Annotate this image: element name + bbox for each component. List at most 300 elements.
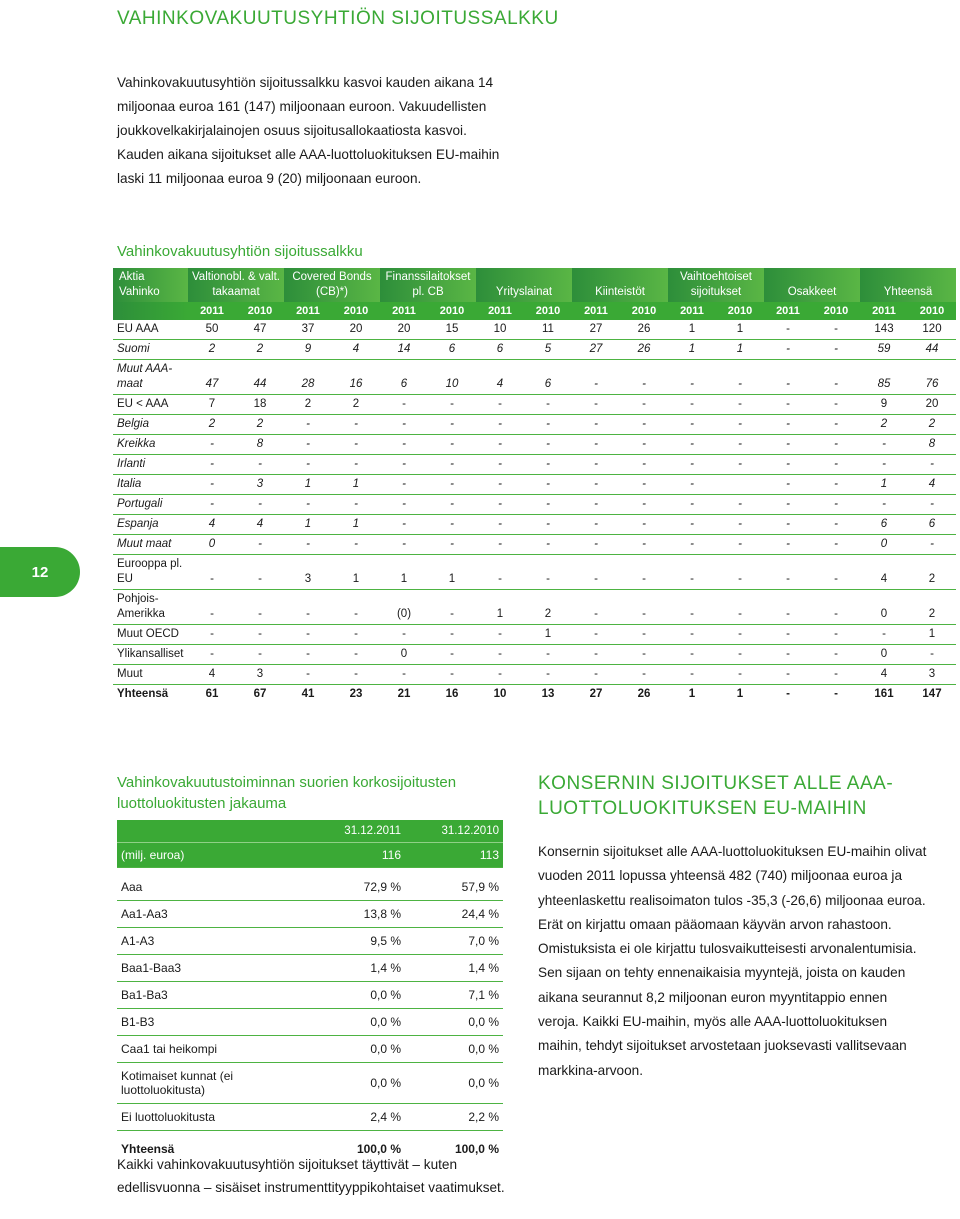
rating-row	[117, 954, 503, 981]
table-cell: -	[476, 395, 524, 415]
table-cell: -	[284, 495, 332, 515]
table-cell: 1	[524, 625, 572, 645]
table-cell: -	[476, 475, 524, 495]
table-cell: -	[620, 645, 668, 665]
table-cell: 11	[524, 320, 572, 340]
header-group: Covered Bonds (CB)*)	[284, 268, 380, 302]
table-cell: -	[860, 495, 908, 515]
table-row	[113, 395, 956, 415]
table-row	[113, 340, 956, 360]
table-cell: -	[668, 360, 716, 395]
row-label: Belgia	[113, 415, 188, 435]
table-cell: 1	[668, 320, 716, 340]
table-cell: -	[380, 625, 428, 645]
table-cell: 161	[874, 688, 894, 700]
row-label: Muut AAA-maat	[113, 360, 188, 395]
table-cell: -	[428, 645, 476, 665]
table-cell: -	[764, 435, 812, 455]
table-cell: 3	[284, 555, 332, 590]
table-row	[113, 360, 956, 395]
table-cell: -	[332, 625, 380, 645]
table-cell: -	[764, 645, 812, 665]
table-cell: 47	[236, 320, 284, 340]
year-cell: 2011	[188, 302, 236, 320]
table-cell: 1	[860, 475, 908, 495]
table-cell: 0	[188, 535, 236, 555]
table-cell: 1	[908, 625, 956, 645]
table-cell: -	[572, 590, 620, 625]
table-cell: 2	[236, 340, 284, 360]
table-cell: 16	[332, 360, 380, 395]
table-cell: 85	[860, 360, 908, 395]
table-cell: 4	[188, 665, 236, 685]
table-cell: -	[236, 590, 284, 625]
table-cell: 1	[668, 340, 716, 360]
rating-label: Aaa	[117, 874, 307, 901]
rating-row	[117, 1008, 503, 1035]
rating-row	[117, 1103, 503, 1130]
table-cell: 2	[332, 395, 380, 415]
table-cell: -	[716, 360, 764, 395]
table-cell: -	[668, 515, 716, 535]
table-cell: -	[572, 435, 620, 455]
rating-value: 0,0 %	[307, 1035, 405, 1062]
table-cell: -	[620, 590, 668, 625]
table-cell: -	[476, 535, 524, 555]
table-cell: -	[620, 415, 668, 435]
table-cell: -	[716, 645, 764, 665]
table-cell: -	[764, 475, 812, 495]
table-cell: -	[428, 395, 476, 415]
table-cell: -	[284, 645, 332, 665]
table-cell: 20	[380, 320, 428, 340]
table-cell: (0)	[380, 590, 428, 625]
table-cell: 44	[236, 360, 284, 395]
table-cell: 6	[908, 515, 956, 535]
rating-value: 2,2 %	[405, 1103, 503, 1130]
table-cell: -	[428, 535, 476, 555]
table-cell: -	[428, 415, 476, 435]
table-cell: -	[524, 395, 572, 415]
table-cell: 4	[236, 515, 284, 535]
table-cell: 50	[188, 320, 236, 340]
table-cell: -	[812, 535, 860, 555]
table-cell: 8	[908, 435, 956, 455]
table-cell: -	[572, 360, 620, 395]
table-cell: -	[188, 645, 236, 665]
table-cell: -	[476, 435, 524, 455]
table-cell: -	[812, 360, 860, 395]
row-label: EU AAA	[113, 320, 188, 340]
table-cell: -	[476, 495, 524, 515]
table-cell: -	[572, 395, 620, 415]
table-cell: -	[620, 495, 668, 515]
year-cell: 2011	[380, 302, 428, 320]
intro-paragraph	[117, 71, 517, 191]
rating-label: Caa1 tai heikompi	[117, 1035, 307, 1062]
table-cell: -	[908, 645, 956, 665]
table-cell: 20	[908, 395, 956, 415]
rating-value: 0,0 %	[405, 1035, 503, 1062]
table-cell: -	[572, 625, 620, 645]
table-cell: -	[716, 395, 764, 415]
table-cell: -	[476, 515, 524, 535]
table-cell: 10	[428, 360, 476, 395]
table-cell: -	[668, 475, 716, 495]
row-label: Espanja	[113, 515, 188, 535]
table-cell: -	[668, 495, 716, 515]
table-cell: 27	[572, 340, 620, 360]
table-cell: -	[428, 665, 476, 685]
table-cell: 9	[860, 395, 908, 415]
table-cell: 59	[860, 340, 908, 360]
year-cell: 2010	[812, 302, 860, 320]
header-group: Osakkeet	[764, 268, 860, 302]
table-cell: 47	[188, 360, 236, 395]
table-header-row	[113, 268, 956, 302]
table-cell: -	[236, 495, 284, 515]
milj-value-2011: 116	[307, 843, 405, 868]
rating-value: 0,0 %	[307, 981, 405, 1008]
table-cell: 1	[428, 555, 476, 590]
table-row	[113, 475, 956, 495]
table-cell: -	[380, 415, 428, 435]
table-cell: -	[764, 415, 812, 435]
table-row	[113, 685, 956, 705]
year-cell: 2010	[428, 302, 476, 320]
year-cell: 2011	[668, 302, 716, 320]
table-cell: -	[572, 455, 620, 475]
year-cell: 2011	[764, 302, 812, 320]
table-cell: -	[812, 665, 860, 685]
year-row-blank	[113, 302, 188, 320]
table-cell: -	[908, 495, 956, 515]
rating-label: Baa1-Baa3	[117, 954, 307, 981]
table-cell: 23	[349, 688, 363, 700]
table-cell: 4	[332, 340, 380, 360]
table-cell: -	[764, 535, 812, 555]
year-cell: 2010	[524, 302, 572, 320]
table-row	[113, 625, 956, 645]
table-cell: 4	[188, 515, 236, 535]
table-cell: -	[572, 555, 620, 590]
table-cell: -	[524, 495, 572, 515]
table-cell	[716, 475, 764, 495]
table-cell: -	[380, 665, 428, 685]
rating-header-2011: 31.12.2011	[307, 820, 405, 843]
table-cell: 4	[860, 665, 908, 685]
table-cell: -	[812, 435, 860, 455]
table-cell: 41	[301, 688, 315, 700]
table-cell: -	[236, 645, 284, 665]
table-cell: 14	[380, 340, 428, 360]
table-cell: -	[332, 415, 380, 435]
table-cell: 15	[428, 320, 476, 340]
year-cell: 2010	[620, 302, 668, 320]
table-cell: -	[428, 495, 476, 515]
table-cell: -	[812, 495, 860, 515]
header-group: Yhteensä	[860, 268, 956, 302]
page-number-tab	[0, 547, 80, 597]
table-cell: 67	[253, 688, 267, 700]
table-cell: -	[572, 515, 620, 535]
table-cell: 1	[716, 320, 764, 340]
row-label: Portugali	[113, 495, 188, 515]
table-cell: 4	[476, 360, 524, 395]
table-cell: -	[524, 535, 572, 555]
table-cell: -	[476, 455, 524, 475]
row-label: Muut maat	[113, 535, 188, 555]
table-cell: -	[524, 645, 572, 665]
table-cell: -	[764, 455, 812, 475]
table-cell: -	[428, 590, 476, 625]
rating-value: 72,9 %	[307, 874, 405, 901]
table-cell: -	[524, 515, 572, 535]
table-cell: 10	[476, 320, 524, 340]
table-cell: -	[908, 455, 956, 475]
table-cell: 26	[620, 340, 668, 360]
table-cell: 9	[284, 340, 332, 360]
table-cell: -	[668, 645, 716, 665]
year-cell: 2011	[476, 302, 524, 320]
table-cell: -	[380, 515, 428, 535]
table-cell: 1	[332, 555, 380, 590]
table-cell: 61	[205, 688, 219, 700]
table-cell: -	[188, 495, 236, 515]
header-first: Aktia Vahinko	[113, 268, 188, 302]
table-cell: 6	[428, 340, 476, 360]
year-cell: 2011	[572, 302, 620, 320]
table-cell: 147	[922, 688, 942, 700]
table-cell: 10	[493, 688, 507, 700]
table-cell: -	[812, 555, 860, 590]
table-cell: -	[716, 515, 764, 535]
row-label: Muut	[113, 665, 188, 685]
rating-value: 0,0 %	[307, 1062, 405, 1103]
rating-label: Ba1-Ba3	[117, 981, 307, 1008]
table-cell: 6	[380, 360, 428, 395]
table-cell: -	[332, 435, 380, 455]
row-label: Italia	[113, 475, 188, 495]
table-cell: -	[476, 645, 524, 665]
table-cell: -	[572, 665, 620, 685]
table-cell: -	[476, 625, 524, 645]
table-cell: -	[524, 455, 572, 475]
row-label: Eurooppa pl. EU	[113, 555, 188, 590]
table-cell: -	[908, 535, 956, 555]
table-cell: -	[428, 625, 476, 645]
table-cell: 0	[860, 590, 908, 625]
rating-value: 24,4 %	[405, 900, 503, 927]
table-cell: -	[620, 535, 668, 555]
table-cell: 3	[236, 665, 284, 685]
table-cell: -	[188, 455, 236, 475]
section-title: VAHINKOVAKUUTUSYHTIÖN SIJOITUSSALKKU	[117, 8, 559, 29]
rating-row	[117, 900, 503, 927]
rating-table	[117, 820, 503, 1162]
table-cell: -	[668, 415, 716, 435]
table-cell: -	[188, 555, 236, 590]
table-cell: -	[812, 590, 860, 625]
table-cell: -	[332, 535, 380, 555]
table-cell: -	[764, 395, 812, 415]
table-cell: -	[668, 535, 716, 555]
rating-value: 13,8 %	[307, 900, 405, 927]
table-cell: -	[716, 535, 764, 555]
table-cell: 1	[284, 515, 332, 535]
year-cell: 2010	[908, 302, 956, 320]
rating-row	[117, 927, 503, 954]
table-cell: -	[764, 590, 812, 625]
rating-total-2011: 100,0 %	[356, 1142, 401, 1156]
table-cell: -	[860, 625, 908, 645]
table-cell: 3	[908, 665, 956, 685]
table-cell: -	[620, 360, 668, 395]
table-cell: -	[860, 455, 908, 475]
table-row	[113, 590, 956, 625]
table-title: Vahinkovakuutusyhtiön sijoitussalkku	[117, 243, 363, 260]
table-cell: 1	[716, 340, 764, 360]
rating-value: 1,4 %	[307, 954, 405, 981]
rating-value: 0,0 %	[307, 1008, 405, 1035]
table-cell: -	[524, 435, 572, 455]
row-label: Pohjois-Amerikka	[113, 590, 188, 625]
table-row	[113, 535, 956, 555]
table-cell: -	[716, 590, 764, 625]
table-cell: 37	[284, 320, 332, 340]
rating-row	[117, 874, 503, 901]
table-cell: 6	[476, 340, 524, 360]
table-cell: -	[812, 395, 860, 415]
table-row	[113, 435, 956, 455]
table-cell: 6	[524, 360, 572, 395]
table-cell: -	[380, 455, 428, 475]
row-label: Irlanti	[113, 455, 188, 475]
year-cell: 2011	[860, 302, 908, 320]
rating-total-label: Yhteensä	[121, 1142, 175, 1156]
table-cell: -	[668, 395, 716, 415]
milj-label: (milj. euroa)	[117, 843, 307, 868]
header-group: Vaihtoehtoiset sijoitukset	[668, 268, 764, 302]
table-cell: 76	[908, 360, 956, 395]
table-cell: -	[620, 435, 668, 455]
table-cell: -	[284, 590, 332, 625]
table-cell: -	[524, 475, 572, 495]
table-cell: -	[764, 320, 812, 340]
table-cell: -	[716, 665, 764, 685]
table-row	[113, 555, 956, 590]
rating-row	[117, 1062, 503, 1103]
rating-label: Kotimaiset kunnat (ei luottoluokitusta)	[117, 1062, 307, 1103]
table-cell: -	[834, 688, 838, 700]
table-cell: -	[332, 495, 380, 515]
rating-milj-row	[117, 843, 503, 868]
intro-text: Vahinkovakuutusyhtiön sijoitussalkku kasvoi kauden aikana 14 miljoonaa euroa 161 (147) miljoonaan euroon. Vakuudellisten joukkovelkakirjalainojen osuus sijoitusallokaatiosta kasvoi. Kauden aikana sijoitukset alle AAA-luottoluokituksen EU-maihin laski 11 miljoonaa euroa 9 (20) miljoonaan euroon.	[117, 75, 500, 186]
rating-value: 0,0 %	[405, 1008, 503, 1035]
row-label: Kreikka	[113, 435, 188, 455]
rating-value: 57,9 %	[405, 874, 503, 901]
table-cell: -	[476, 415, 524, 435]
rating-value: 2,4 %	[307, 1103, 405, 1130]
row-label: Muut OECD	[113, 625, 188, 645]
table-cell: -	[620, 665, 668, 685]
table-cell: -	[812, 340, 860, 360]
table-cell: 1	[332, 475, 380, 495]
table-cell: -	[572, 645, 620, 665]
table-cell: -	[812, 415, 860, 435]
rating-table-title: Vahinkovakuutustoiminnan suorien korkosijoitusten luottoluokitusten jakauma	[117, 774, 457, 812]
table-cell: -	[620, 555, 668, 590]
table-cell: -	[716, 625, 764, 645]
table-cell: 26	[620, 320, 668, 340]
header-group: Kiinteistöt	[572, 268, 668, 302]
row-label: EU < AAA	[113, 395, 188, 415]
rating-value: 9,5 %	[307, 927, 405, 954]
table-cell: 2	[188, 415, 236, 435]
table-cell: -	[764, 360, 812, 395]
table-cell: -	[188, 475, 236, 495]
table-cell: -	[188, 435, 236, 455]
table-cell: -	[716, 455, 764, 475]
table-cell: -	[668, 555, 716, 590]
table-cell: -	[812, 645, 860, 665]
table-cell: -	[380, 395, 428, 415]
rating-value: 7,0 %	[405, 927, 503, 954]
table-cell: -	[716, 435, 764, 455]
rating-header-row	[117, 820, 503, 843]
table-cell: -	[236, 555, 284, 590]
table-cell: 2	[908, 555, 956, 590]
table-cell: -	[332, 645, 380, 665]
table-row	[113, 495, 956, 515]
table-cell: 2	[524, 590, 572, 625]
table-cell: -	[620, 395, 668, 415]
table-row	[113, 320, 956, 340]
table-cell: -	[284, 665, 332, 685]
table-cell: 1	[688, 688, 696, 700]
table-cell: 2	[908, 590, 956, 625]
year-cell: 2010	[716, 302, 764, 320]
table-cell: -	[668, 590, 716, 625]
table-cell: -	[668, 625, 716, 645]
table-cell: -	[380, 435, 428, 455]
table-cell: 8	[236, 435, 284, 455]
table-cell: 4	[908, 475, 956, 495]
table-cell: 27	[572, 320, 620, 340]
table-cell: 3	[236, 475, 284, 495]
table-cell: -	[332, 590, 380, 625]
table-cell: -	[188, 590, 236, 625]
table-cell: -	[188, 625, 236, 645]
page-number: 12	[31, 563, 49, 581]
table-cell: -	[668, 455, 716, 475]
rating-value: 1,4 %	[405, 954, 503, 981]
table-cell: 1	[284, 475, 332, 495]
table-row	[113, 415, 956, 435]
rating-table-body	[117, 868, 503, 1163]
table-cell: 18	[236, 395, 284, 415]
table-cell: 2	[908, 415, 956, 435]
table-cell: -	[284, 625, 332, 645]
table-cell: 0	[860, 535, 908, 555]
table-cell: -	[812, 625, 860, 645]
table-cell: -	[524, 665, 572, 685]
rating-header-2010: 31.12.2010	[405, 820, 503, 843]
rating-row	[117, 1035, 503, 1062]
table-year-row	[113, 302, 956, 320]
table-cell: 120	[908, 320, 956, 340]
table-cell: 1	[332, 515, 380, 535]
